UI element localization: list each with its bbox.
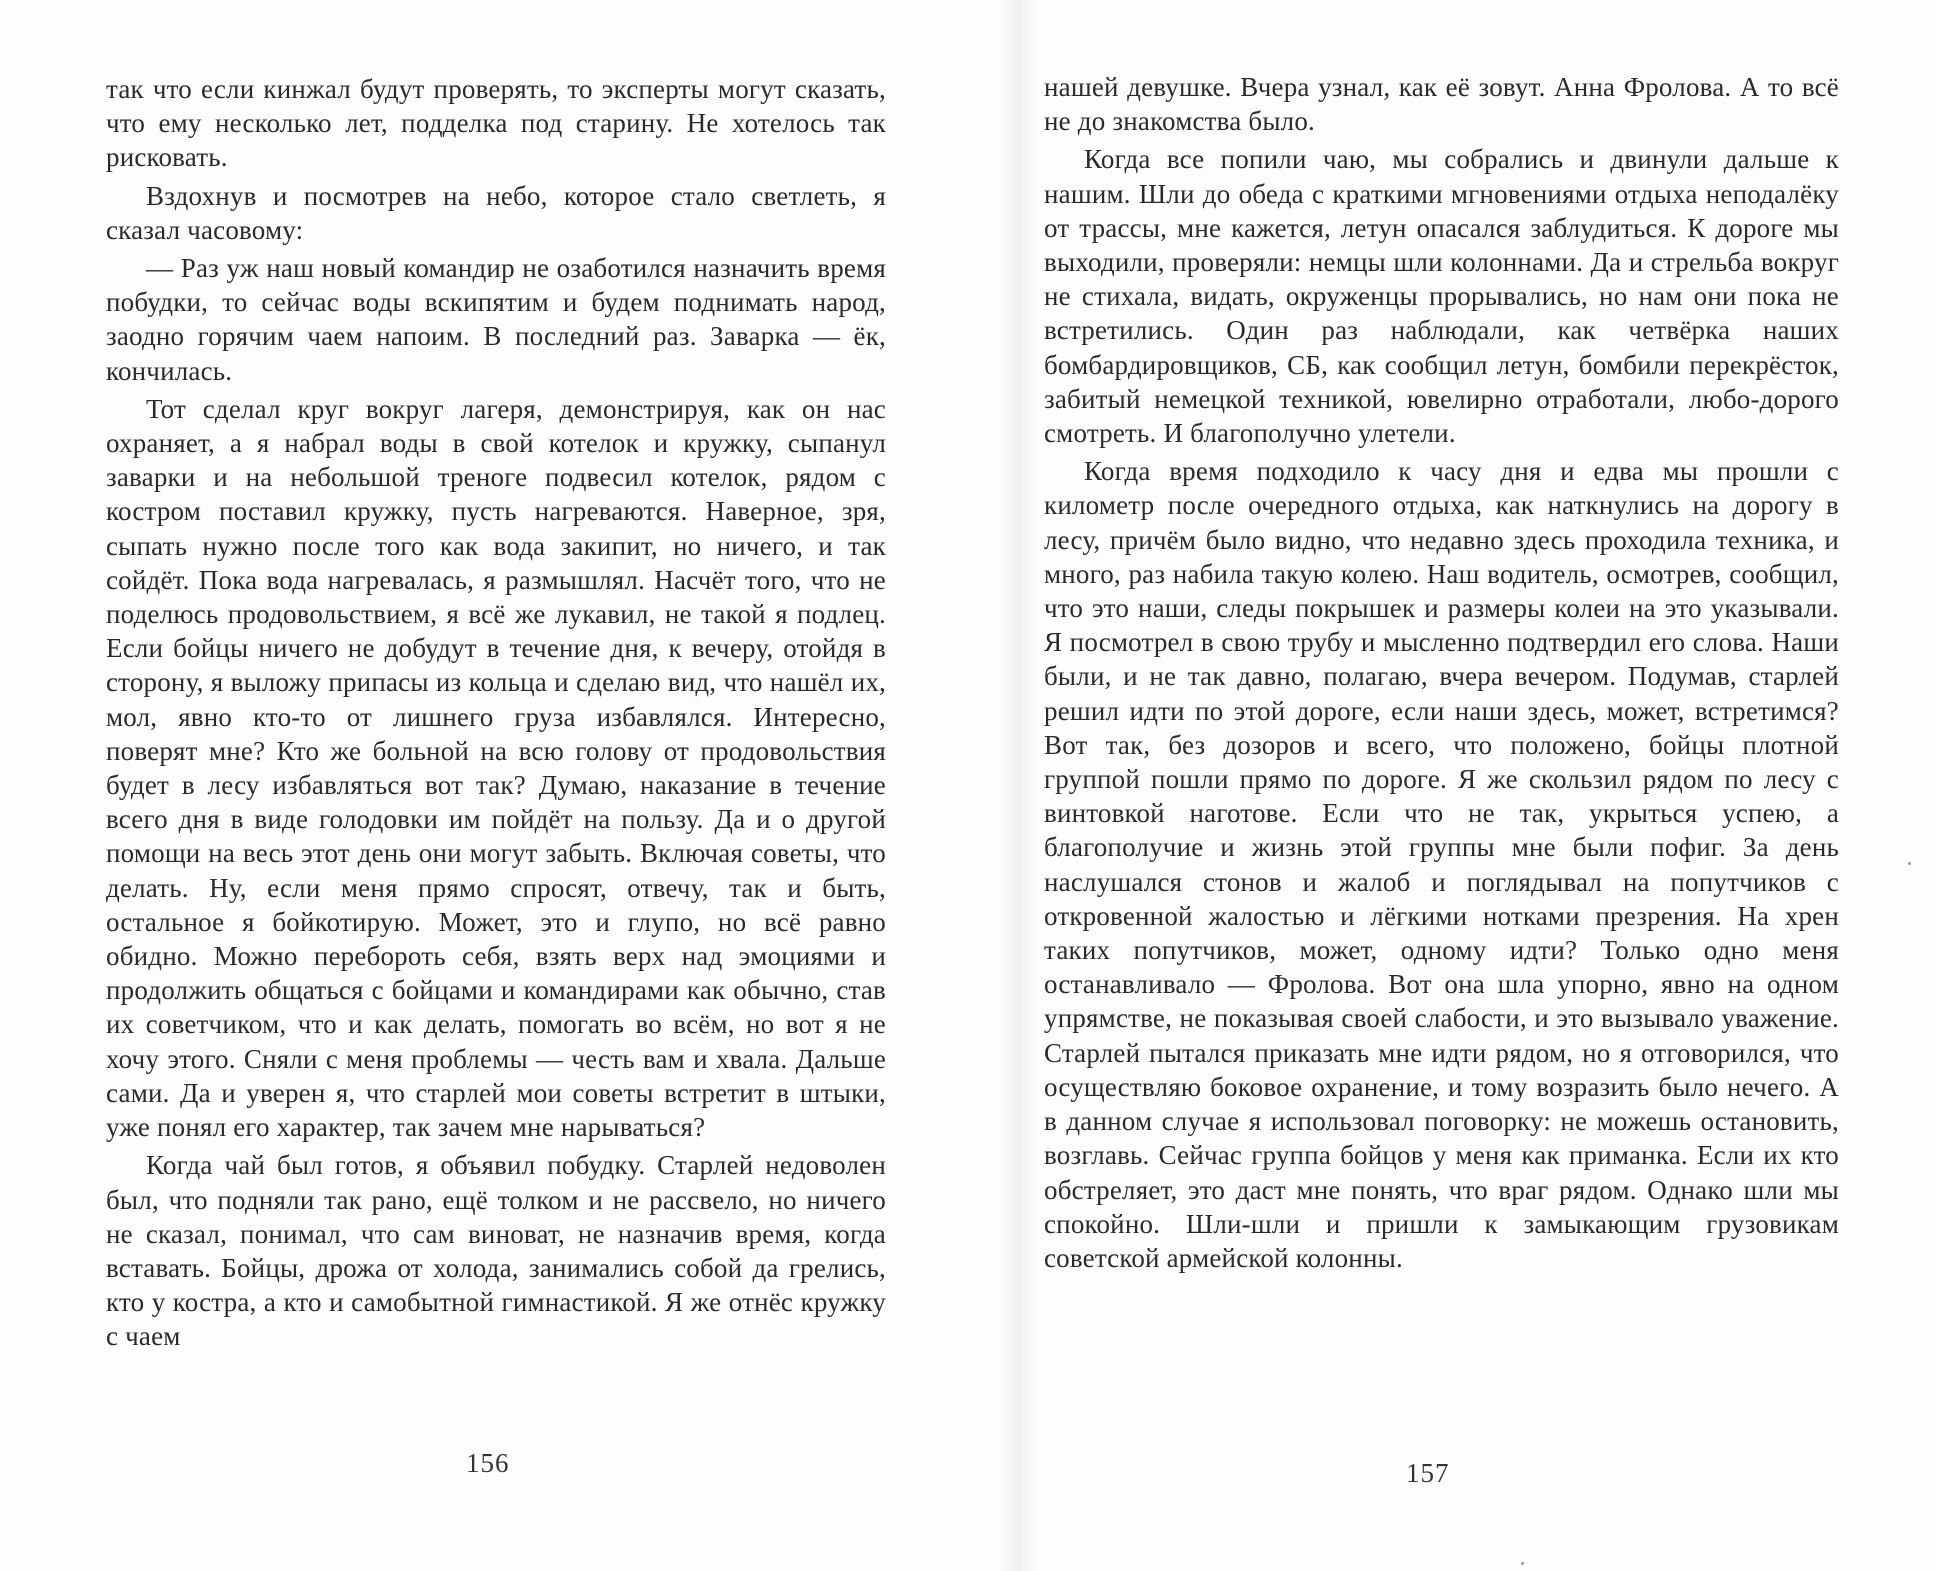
paper-speck bbox=[1521, 1562, 1524, 1565]
right-page bbox=[1040, 0, 1935, 1571]
paragraph: Тот сделал круг вокруг лагеря, демонстрируя, как он нас охраняет, а я набрал воды в свой котелок и кружку, сыпанул заварки и на небольшой треноге подвесил котелок, рядом с костром поставил кружку, пусть нагреваются. Наверное, зря, сыпать нужно после того как вода закипит, но ничего, и так сойдёт. Пока вода нагревалась, я размышлял. Насчёт того, что не поделюсь продовольствием, я всё же лукавил, не такой я подлец. Если бойцы ничего не добудут в течение дня, к вечеру, отойдя в сторону, я выложу припасы из кольца и сделаю вид, что нашёл их, мол, явно кто-то от лишнего груза избавлялся. Интересно, поверят мне? Кто же больной на всю голову от продовольствия будет в лесу избавляться вот так? Думаю, наказание в течение всего дня в виде голодовки им пойдёт на пользу. Да и о другой помощи на весь этот день они могут забыть. Включая советы, что делать. Ну, если меня прямо спросят, отвечу, так и быть, остальное я бойкотирую. Может, это и глупо, но всё равно обидно. Можно перебороть себя, взять верх над эмоциями и продолжить общаться с бойцами и командирами как обычно, став их советчиком, что и как делать, помогать во всём, но вот я не хочу этого. Сняли с меня проблемы — честь вам и хвала. Дальше сами. Да и уверен я, что старлей мои советы встретит в штыки, уже понял его характер, так зачем мне нарываться? bbox=[106, 393, 886, 1143]
paper-speck bbox=[1908, 862, 1911, 865]
paragraph: Когда время подходило к часу дня и едва мы прошли с километр после очередного отдыха, как наткнулись на дорогу в лесу, причём было видно, что недавно здесь проходила техника, и много, раз набила такую колею. Наш водитель, осмотрев, сообщил, что это наши, следы покрышек и размеры колеи на это указывали. Я посмотрел в свою трубу и мысленно подтвердил его слова. Наши были, и не так давно, полагаю, вчера вечером. Подумав, старлей решил идти по этой дороге, если наши здесь, может, встретимся? Вот так, без дозоров и всего, что положено, бойцы плотной группой пошли прямо по дороге. Я же скользил рядом по лесу с винтовкой наготове. Если что не так, укрыться успею, а благополучие и жизнь этой группы мне были пофиг. За день наслушался стонов и жалоб и поглядывал на попутчиков с откровенной жалостью и лёгкими нотками презрения. На хрен таких попутчиков, может, одному идти? Только одно меня останавливало — Фролова. Вот она шла упорно, явно на одном упрямстве, не показывая своей слабости, и это вызывало уважение. Старлей пытался приказать мне идти рядом, но я отговорился, что осуществляю боковое охранение, и тому возразить было нечего. А в данном случае я использовал поговорку: не можешь остановить, возглавь. Сейчас группа бойцов у меня как приманка. Если их кто обстреляет, это даст мне понять, что враг рядом. Однако шли мы спокойно. Шли-шли и пришли к замыкающим грузовикам советской армейской колонны. bbox=[1044, 456, 1839, 1273]
paragraph: Вздохнув и посмотрев на небо, которое стало светлеть, я сказал часовому: bbox=[106, 180, 886, 245]
page-number: 156 bbox=[466, 1448, 510, 1478]
paragraph: Когда чай был готов, я объявил побудку. Старлей недоволен был, что подняли так рано, ещё толком и не рассвело, но ничего не сказал, понимал, что сам виноват, не назначив время, когда вставать. Бойцы, дрожа от холода, занимались собой да грелись, кто у костра, а кто и самобытной гимнастикой. Я же отнёс кружку с чаем bbox=[106, 1150, 886, 1352]
right-page-text bbox=[1044, 70, 1839, 1275]
paragraph: нашей девушке. Вчера узнал, как её зовут. Анна Фролова. А то всё не до знакомства было. bbox=[1044, 72, 1839, 137]
paragraph: так что если кинжал будут проверять, то эксперты могут сказать, что ему несколько лет, подделка под старину. Не хотелось так рисковать. bbox=[106, 74, 886, 173]
paragraph: — Раз уж наш новый командир не озаботился назначить время побудки, то сейчас воды вскипятим и будем поднимать народ, заодно горячим чаем напоим. В последний раз. Заварка — ёк, кончилась. bbox=[106, 253, 886, 386]
book-gutter bbox=[1000, 0, 1040, 1571]
left-page-text bbox=[106, 72, 886, 1354]
paragraph: Когда все попили чаю, мы собрались и двинули дальше к нашим. Шли до обеда с краткими мгновениями отдыха неподалёку от трассы, мне кажется, летун опасался заблудиться. К дороге мы выходили, проверяли: немцы шли колоннами. Да и стрельба вокруг не стихала, видать, окруженцы прорывались, но нам они пока не встретились. Один раз наблюдали, как четвёрка наших бомбардировщиков, СБ, как сообщил летун, бомбили перекрёсток, забитый немецкой техникой, ювелирно отработали, любо-дорого смотреть. И благополучно улетели. bbox=[1044, 144, 1839, 449]
page-number: 157 bbox=[1406, 1458, 1450, 1488]
